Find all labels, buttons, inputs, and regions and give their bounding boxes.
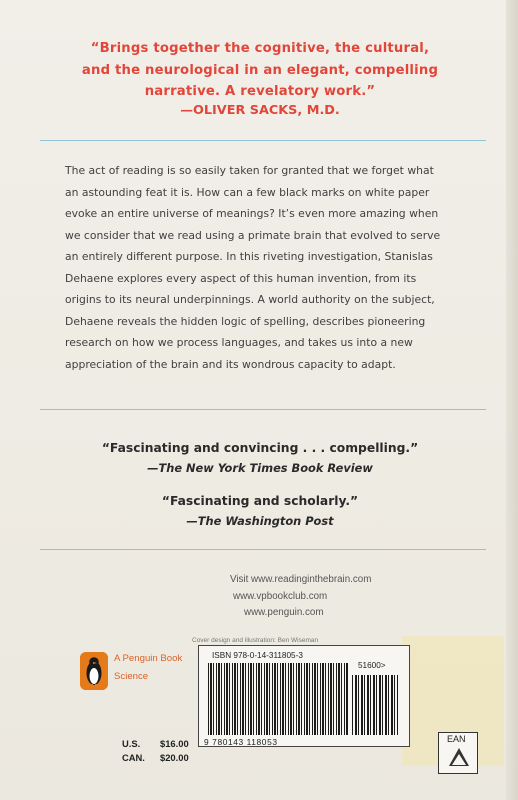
review-source-nyt: —The New York Times Book Review (147, 461, 373, 475)
price-code (358, 661, 386, 670)
description-line: Dehaene explores every aspect of this human invention, from its (65, 271, 417, 285)
description-line: Dehaene reveals the hidden logic of spelling, describes pioneering (65, 314, 426, 328)
featured-quote-line: “Brings together the cognitive, the cultural, (90, 41, 430, 56)
barcode-digits: 9 780143 118053 (204, 737, 278, 747)
price-code-mark: > (380, 661, 386, 670)
description-line: an entirely different purpose. In this riveting investigation, Stanislas (65, 250, 433, 263)
divider-middle (40, 409, 486, 410)
url-vpbookclub[interactable]: www.vpbookclub.com (233, 590, 328, 602)
price-row-can (122, 751, 189, 765)
price-amount: $16.00 (160, 738, 189, 749)
description-line: origins to its neural underpinnings. A world authority on the subject, (65, 293, 435, 306)
penguin-logo-icon (80, 652, 108, 690)
isbn-barcode (208, 663, 348, 735)
review-source-wapo: —The Washington Post (186, 514, 334, 528)
description-line: The act of reading is so easily taken for granted that we forget what (65, 164, 434, 177)
description-line: research on how we process languages, and takes us into a new (65, 336, 413, 349)
url-penguin[interactable]: www.penguin.com (244, 607, 324, 618)
featured-quote-line: and the neurological in an elegant, compelling (81, 62, 439, 78)
description-line: evoke an entire universe of meanings? It’s even more amazing when (65, 207, 439, 220)
price-code-digits: 51600 (358, 661, 381, 670)
divider-top (40, 140, 486, 141)
description-line: we consider that we read using a primate brain that evolved to serve (65, 228, 441, 242)
cover-edge (506, 0, 518, 800)
price-barcode (352, 675, 398, 735)
price-block (122, 737, 189, 765)
isbn-text: ISBN 978-0-14-311805-3 (212, 651, 303, 660)
website-links (218, 572, 371, 622)
book-description (65, 160, 459, 375)
featured-quote (60, 38, 460, 103)
imprint-category: Science (114, 671, 149, 682)
price-row-us (122, 737, 189, 751)
triangle-icon-inner (452, 754, 466, 765)
url-reading-in-the-brain[interactable]: Visit www.readinginthebrain.com (230, 574, 372, 585)
price-region: U.S. (122, 738, 141, 749)
divider-bottom (40, 549, 486, 550)
price-region: CAN. (122, 752, 145, 763)
imprint-line: A Penguin Book (114, 653, 183, 664)
description-line: an astounding feat it is. How can a few black marks on white paper (65, 185, 430, 199)
imprint-label (114, 650, 182, 686)
ean-label: EAN (447, 734, 466, 744)
review-quote-nyt: “Fascinating and convincing . . . compelling.” (101, 441, 419, 455)
price-amount: $20.00 (160, 752, 189, 763)
description-line: appreciation of the brain and its wondrous capacity to adapt. (65, 357, 396, 371)
cover-credit: Cover design and illustration: Ben Wiseman (192, 637, 319, 644)
review-quote-wapo: “Fascinating and scholarly.” (161, 494, 359, 508)
featured-quote-line: narrative. A revelatory work.” (144, 84, 376, 99)
featured-quote-attribution: —OLIVER SACKS, M.D. (180, 103, 340, 118)
